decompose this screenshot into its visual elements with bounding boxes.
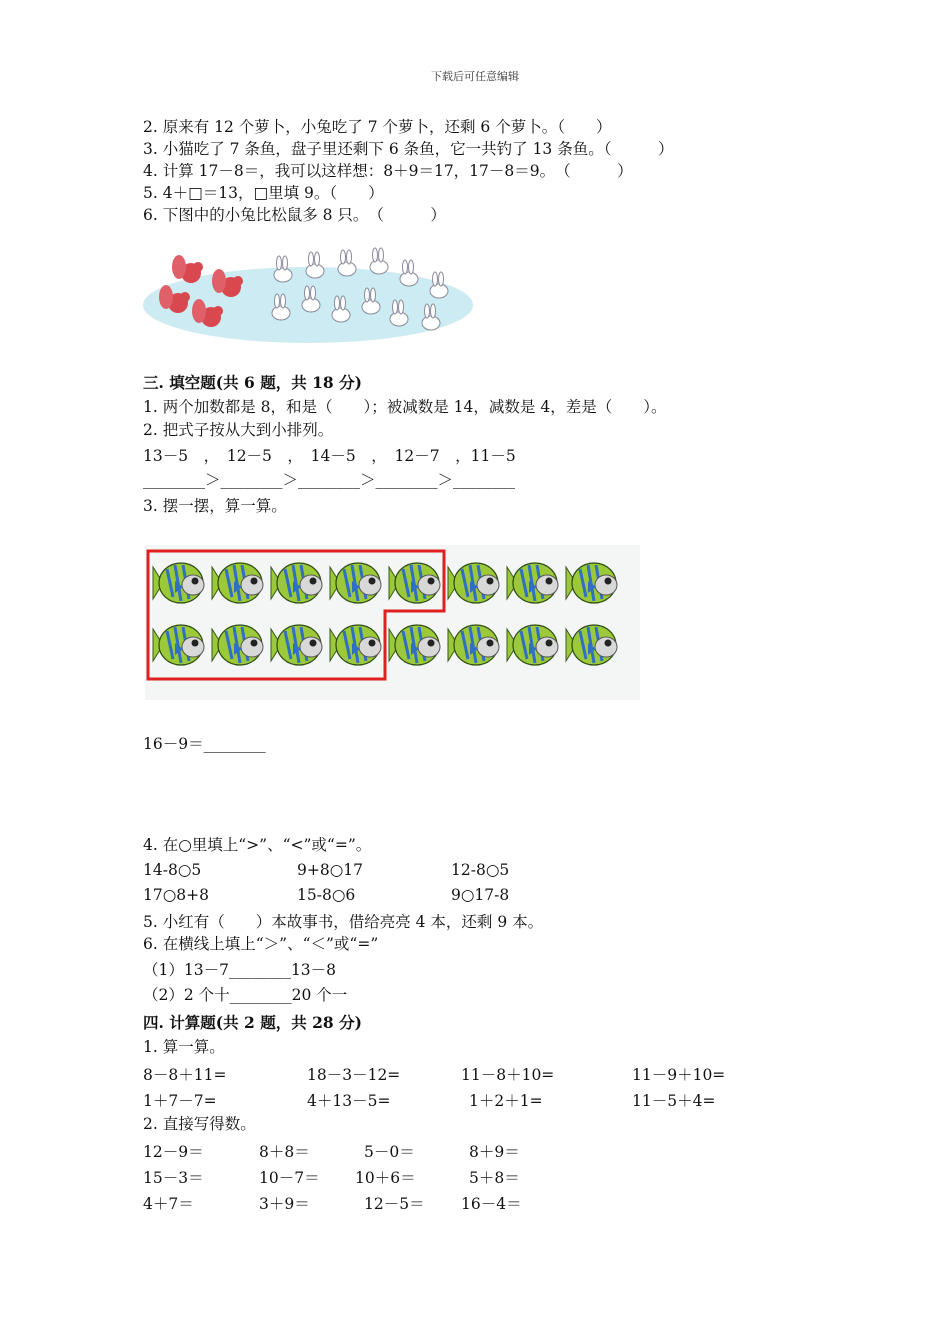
section-4-title: 四. 计算题(共 2 题，共 28 分): [143, 1013, 362, 1032]
compare-cell: 14-8○5: [143, 861, 202, 879]
calc-cell: 11－9＋10=: [632, 1066, 726, 1084]
calc-cell: 11－8＋10=: [461, 1066, 555, 1084]
calc-item-2: 2. 直接写得数。: [143, 1115, 256, 1133]
fill-item-3-equation: 16－9＝________: [143, 735, 266, 753]
calc-item-1: 1. 算一算。: [143, 1038, 225, 1056]
fill-item-4: 4. 在○里填上“>”、“<”或“=”。: [143, 836, 372, 854]
fish-illustration: [145, 545, 640, 700]
rabbit-icon: [338, 250, 356, 276]
mental-cell: 10＋6＝: [355, 1169, 416, 1187]
mental-cell: 5＋8＝: [469, 1169, 520, 1187]
squirrels-rabbits-illustration: [143, 245, 478, 345]
compare-cell: 9+8○17: [297, 861, 363, 879]
fill-item-6-b: （2）2 个十________20 个一: [143, 986, 348, 1004]
fill-item-2-blanks: ________＞________＞________＞________＞________: [143, 471, 516, 489]
judge-item-6: 6. 下图中的小兔比松鼠多 8 只。 （ ）: [143, 206, 446, 224]
squirrel-icon: [172, 255, 203, 283]
calc-cell: 8－8＋11=: [143, 1066, 227, 1084]
rabbit-icon: [306, 252, 324, 278]
mental-cell: 4＋7＝: [143, 1195, 194, 1213]
mental-cell: 10－7＝: [259, 1169, 320, 1187]
rabbit-icon: [400, 260, 418, 286]
page-header: 下载后可任意编辑: [431, 70, 519, 83]
mental-cell: 5－0＝: [364, 1143, 415, 1161]
calc-cell: 1＋2＋1=: [469, 1092, 543, 1110]
judge-item-3: 3. 小猫吃了 7 条鱼，盘子里还剩下 6 条鱼，它一共钓了 13 条鱼。（ ）: [143, 140, 674, 158]
fill-item-2: 2. 把式子按从大到小排列。: [143, 421, 334, 439]
compare-cell: 15-8○6: [297, 886, 356, 904]
mental-cell: 16－4＝: [461, 1195, 522, 1213]
mental-cell: 15－3＝: [143, 1169, 204, 1187]
calc-cell: 11－5＋4=: [632, 1092, 716, 1110]
judge-item-4: 4. 计算 17－8＝，我可以这样想：8＋9＝17，17－8＝9。 （ ）: [143, 162, 633, 180]
fill-item-3: 3. 摆一摆，算一算。: [143, 497, 287, 515]
judge-item-2: 2. 原来有 12 个萝卜，小兔吃了 7 个萝卜，还剩 6 个萝卜。（ ）: [143, 118, 612, 136]
compare-cell: 9○17-8: [451, 886, 510, 904]
mental-cell: 8＋8＝: [259, 1143, 310, 1161]
mental-cell: 8＋9＝: [469, 1143, 520, 1161]
fill-item-6: 6. 在横线上填上“＞”、“＜”或“=”: [143, 935, 379, 953]
fill-item-2-expressions: 13－5 ， 12－5 ， 14－5 ， 12－7 ，11－5: [143, 447, 516, 465]
judge-item-5: 5. 4＋□＝13，□里填 9。（ ）: [143, 184, 384, 202]
rabbit-icon: [370, 248, 388, 274]
fill-item-6-a: （1）13－7________13－8: [143, 961, 337, 979]
fill-item-1: 1. 两个加数都是 8，和是（ ）；被减数是 14，减数是 4，差是（ ）。: [143, 398, 667, 416]
compare-cell: 12-8○5: [451, 861, 510, 879]
fill-item-5: 5. 小红有（ ）本故事书，借给亮亮 4 本，还剩 9 本。: [143, 913, 544, 931]
calc-cell: 4＋13－5=: [307, 1092, 391, 1110]
calc-cell: 1＋7－7=: [143, 1092, 217, 1110]
mental-cell: 12－9＝: [143, 1143, 204, 1161]
calc-cell: 18－3－12=: [307, 1066, 401, 1084]
mental-cell: 3＋9＝: [259, 1195, 310, 1213]
mental-cell: 12－5＝: [364, 1195, 425, 1213]
section-3-title: 三. 填空题(共 6 题，共 18 分): [143, 373, 362, 392]
compare-cell: 17○8+8: [143, 886, 209, 904]
